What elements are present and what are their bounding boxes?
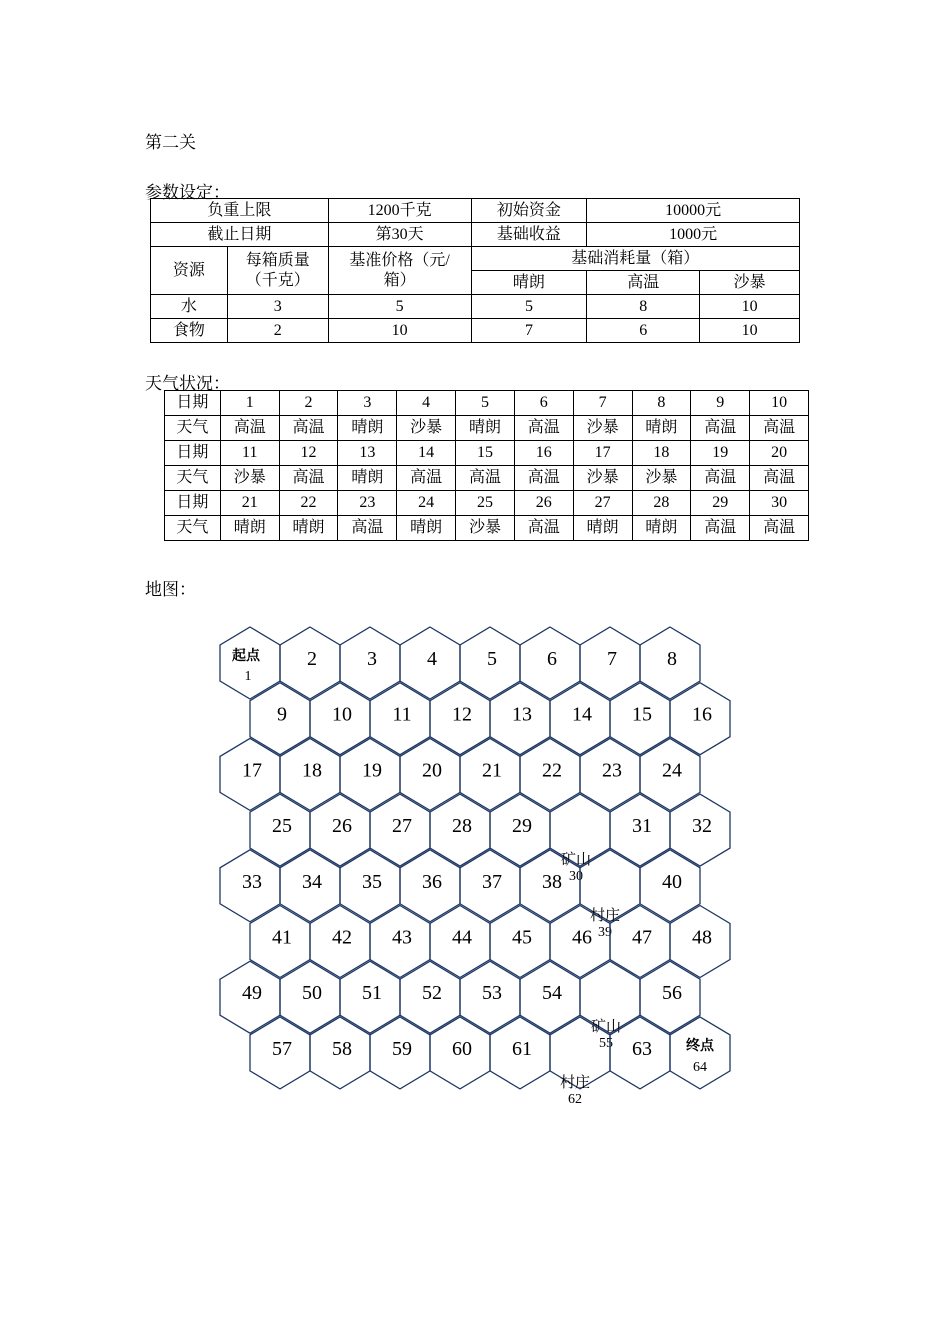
map-heading: 地图：	[145, 580, 196, 599]
cell-number: 50	[302, 982, 322, 1005]
cell-number: 32	[692, 815, 712, 838]
cell-number: 57	[272, 1037, 292, 1060]
day-weather: 晴朗	[279, 516, 338, 541]
load-label: 负重上限	[151, 199, 329, 223]
day-number: 11	[220, 441, 279, 466]
cell-number: 58	[332, 1037, 352, 1060]
params-heading: 参数设定：	[145, 183, 230, 202]
day-number: 5	[456, 391, 515, 416]
day-number: 6	[514, 391, 573, 416]
day-number: 16	[514, 441, 573, 466]
day-weather: 高温	[397, 466, 456, 491]
day-weather: 高温	[279, 466, 338, 491]
day-number: 23	[338, 491, 397, 516]
day-number: 30	[750, 491, 809, 516]
day-number: 24	[397, 491, 456, 516]
cell-number: 38	[542, 870, 562, 893]
resource-sunny: 5	[471, 295, 587, 319]
cell-number: 40	[662, 870, 682, 893]
cell-number: 2	[307, 648, 317, 670]
cell-number: 14	[572, 703, 592, 726]
cell-number: 34	[302, 870, 322, 893]
day-weather: 晴朗	[632, 416, 691, 441]
day-number: 9	[691, 391, 750, 416]
day-weather: 沙暴	[397, 416, 456, 441]
day-weather: 晴朗	[338, 416, 397, 441]
resource-hot: 6	[587, 319, 700, 343]
day-weather: 晴朗	[573, 516, 632, 541]
cell-number: 60	[452, 1037, 472, 1060]
day-weather: 沙暴	[456, 516, 515, 541]
cell-number: 12	[452, 703, 472, 726]
funds-value: 10000元	[587, 199, 800, 223]
day-number: 12	[279, 441, 338, 466]
day-weather: 晴朗	[456, 416, 515, 441]
cell-number: 7	[607, 648, 617, 670]
day-weather: 高温	[220, 416, 279, 441]
day-number: 8	[632, 391, 691, 416]
weather-label: 天气	[165, 516, 221, 541]
resource-header: 资源	[151, 247, 228, 295]
cell-number: 11	[392, 703, 412, 726]
load-value: 1200千克	[328, 199, 471, 223]
resource-name: 食物	[151, 319, 228, 343]
day-number: 10	[750, 391, 809, 416]
cell-number: 44	[452, 926, 472, 949]
cell-number: 52	[422, 982, 442, 1005]
day-number: 4	[397, 391, 456, 416]
cell-number: 22	[542, 759, 562, 782]
day-weather: 高温	[514, 516, 573, 541]
day-weather: 高温	[750, 466, 809, 491]
mine-label: 矿山	[590, 1019, 622, 1036]
day-number: 3	[338, 391, 397, 416]
village-label: 村庄	[559, 1074, 591, 1091]
day-weather: 高温	[750, 516, 809, 541]
day-number: 17	[573, 441, 632, 466]
cell-number: 59	[392, 1037, 412, 1060]
cell-number: 28	[452, 815, 472, 838]
resource-hot: 8	[587, 295, 700, 319]
mine-cell-number: 55	[599, 1036, 613, 1052]
village-cell-number: 62	[568, 1091, 582, 1107]
day-number: 7	[573, 391, 632, 416]
resource-storm: 10	[700, 319, 800, 343]
day-weather: 沙暴	[573, 466, 632, 491]
cell-number: 33	[242, 870, 262, 893]
cell-number: 48	[692, 926, 712, 949]
day-weather: 高温	[514, 416, 573, 441]
day-number: 29	[691, 491, 750, 516]
cell-number: 18	[302, 759, 322, 782]
cell-number: 42	[332, 926, 352, 949]
cell-number: 9	[277, 703, 287, 726]
cell-number: 20	[422, 759, 442, 782]
day-weather: 高温	[338, 516, 397, 541]
cell-number: 61	[512, 1037, 532, 1060]
day-number: 18	[632, 441, 691, 466]
day-weather: 沙暴	[632, 466, 691, 491]
resource-mass: 2	[227, 319, 328, 343]
day-number: 13	[338, 441, 397, 466]
village-cell-number: 39	[598, 924, 612, 940]
weather-label: 天气	[165, 416, 221, 441]
day-number: 26	[514, 491, 573, 516]
day-number: 20	[750, 441, 809, 466]
day-weather: 高温	[279, 416, 338, 441]
end-cell-number: 64	[693, 1059, 707, 1075]
day-number: 21	[220, 491, 279, 516]
cell-number: 26	[332, 815, 352, 838]
cell-number: 31	[632, 815, 652, 838]
cell-number: 63	[632, 1037, 652, 1060]
date-label: 日期	[165, 441, 221, 466]
cell-number: 36	[422, 870, 442, 893]
day-weather: 高温	[691, 516, 750, 541]
cell-number: 43	[392, 926, 412, 949]
income-label: 基础收益	[471, 223, 587, 247]
day-weather: 晴朗	[220, 516, 279, 541]
consume-header: 基础消耗量（箱）	[471, 247, 799, 271]
cell-number: 3	[367, 648, 377, 670]
mass-header: 每箱质量（千克）	[227, 247, 328, 295]
day-number: 1	[220, 391, 279, 416]
cell-number: 10	[332, 703, 352, 726]
end-label: 终点	[686, 1037, 714, 1054]
sunny-header: 晴朗	[471, 271, 587, 295]
cell-number: 8	[667, 648, 677, 670]
cell-number: 15	[632, 703, 652, 726]
day-weather: 晴朗	[632, 516, 691, 541]
cell-number: 21	[482, 759, 502, 782]
resource-mass: 3	[227, 295, 328, 319]
deadline-label: 截止日期	[151, 223, 329, 247]
level-title: 第二关	[145, 133, 196, 152]
date-label: 日期	[165, 491, 221, 516]
cell-number: 25	[272, 815, 292, 838]
cell-number: 49	[242, 982, 262, 1005]
funds-label: 初始资金	[471, 199, 587, 223]
resource-price: 5	[328, 295, 471, 319]
cell-number: 45	[512, 926, 532, 949]
price-header: 基准价格（元/箱）	[328, 247, 471, 295]
day-number: 2	[279, 391, 338, 416]
cell-number: 27	[392, 815, 412, 838]
resource-storm: 10	[700, 295, 800, 319]
hot-header: 高温	[587, 271, 700, 295]
day-weather: 高温	[691, 416, 750, 441]
resource-sunny: 7	[471, 319, 587, 343]
resource-price: 10	[328, 319, 471, 343]
cell-number: 35	[362, 870, 382, 893]
day-number: 15	[456, 441, 515, 466]
weather-label: 天气	[165, 466, 221, 491]
day-number: 27	[573, 491, 632, 516]
storm-header: 沙暴	[700, 271, 800, 295]
income-value: 1000元	[587, 223, 800, 247]
cell-number: 23	[602, 759, 622, 782]
mine-label: 矿山	[560, 852, 592, 869]
day-weather: 沙暴	[573, 416, 632, 441]
day-weather: 晴朗	[338, 466, 397, 491]
mine-cell-number: 30	[569, 869, 583, 885]
deadline-value: 第30天	[328, 223, 471, 247]
cell-number: 56	[662, 982, 682, 1005]
day-number: 25	[456, 491, 515, 516]
day-weather: 高温	[750, 416, 809, 441]
cell-number: 24	[662, 759, 682, 782]
start-cell-number: 1	[244, 669, 252, 684]
day-weather: 高温	[456, 466, 515, 491]
cell-number: 46	[572, 926, 592, 949]
cell-number: 54	[542, 982, 562, 1005]
village-label: 村庄	[589, 907, 621, 924]
day-weather: 高温	[514, 466, 573, 491]
day-number: 22	[279, 491, 338, 516]
cell-number: 53	[482, 982, 502, 1005]
cell-number: 41	[272, 926, 292, 949]
day-weather: 晴朗	[397, 516, 456, 541]
day-weather: 高温	[691, 466, 750, 491]
cell-number: 37	[482, 870, 502, 893]
cell-number: 51	[362, 982, 382, 1005]
cell-number: 4	[427, 648, 437, 670]
cell-number: 19	[362, 759, 382, 782]
cell-number: 6	[547, 648, 557, 670]
cell-number: 5	[487, 648, 497, 670]
day-weather: 沙暴	[220, 466, 279, 491]
cell-number: 47	[632, 926, 652, 949]
day-number: 19	[691, 441, 750, 466]
cell-number: 13	[512, 703, 532, 726]
cell-number: 17	[242, 759, 262, 782]
resource-name: 水	[151, 295, 228, 319]
cell-number: 29	[512, 815, 532, 838]
date-label: 日期	[165, 391, 221, 416]
weather-heading: 天气状况：	[145, 374, 230, 393]
day-number: 14	[397, 441, 456, 466]
start-label: 起点	[232, 648, 260, 664]
cell-number: 16	[692, 703, 712, 726]
day-number: 28	[632, 491, 691, 516]
